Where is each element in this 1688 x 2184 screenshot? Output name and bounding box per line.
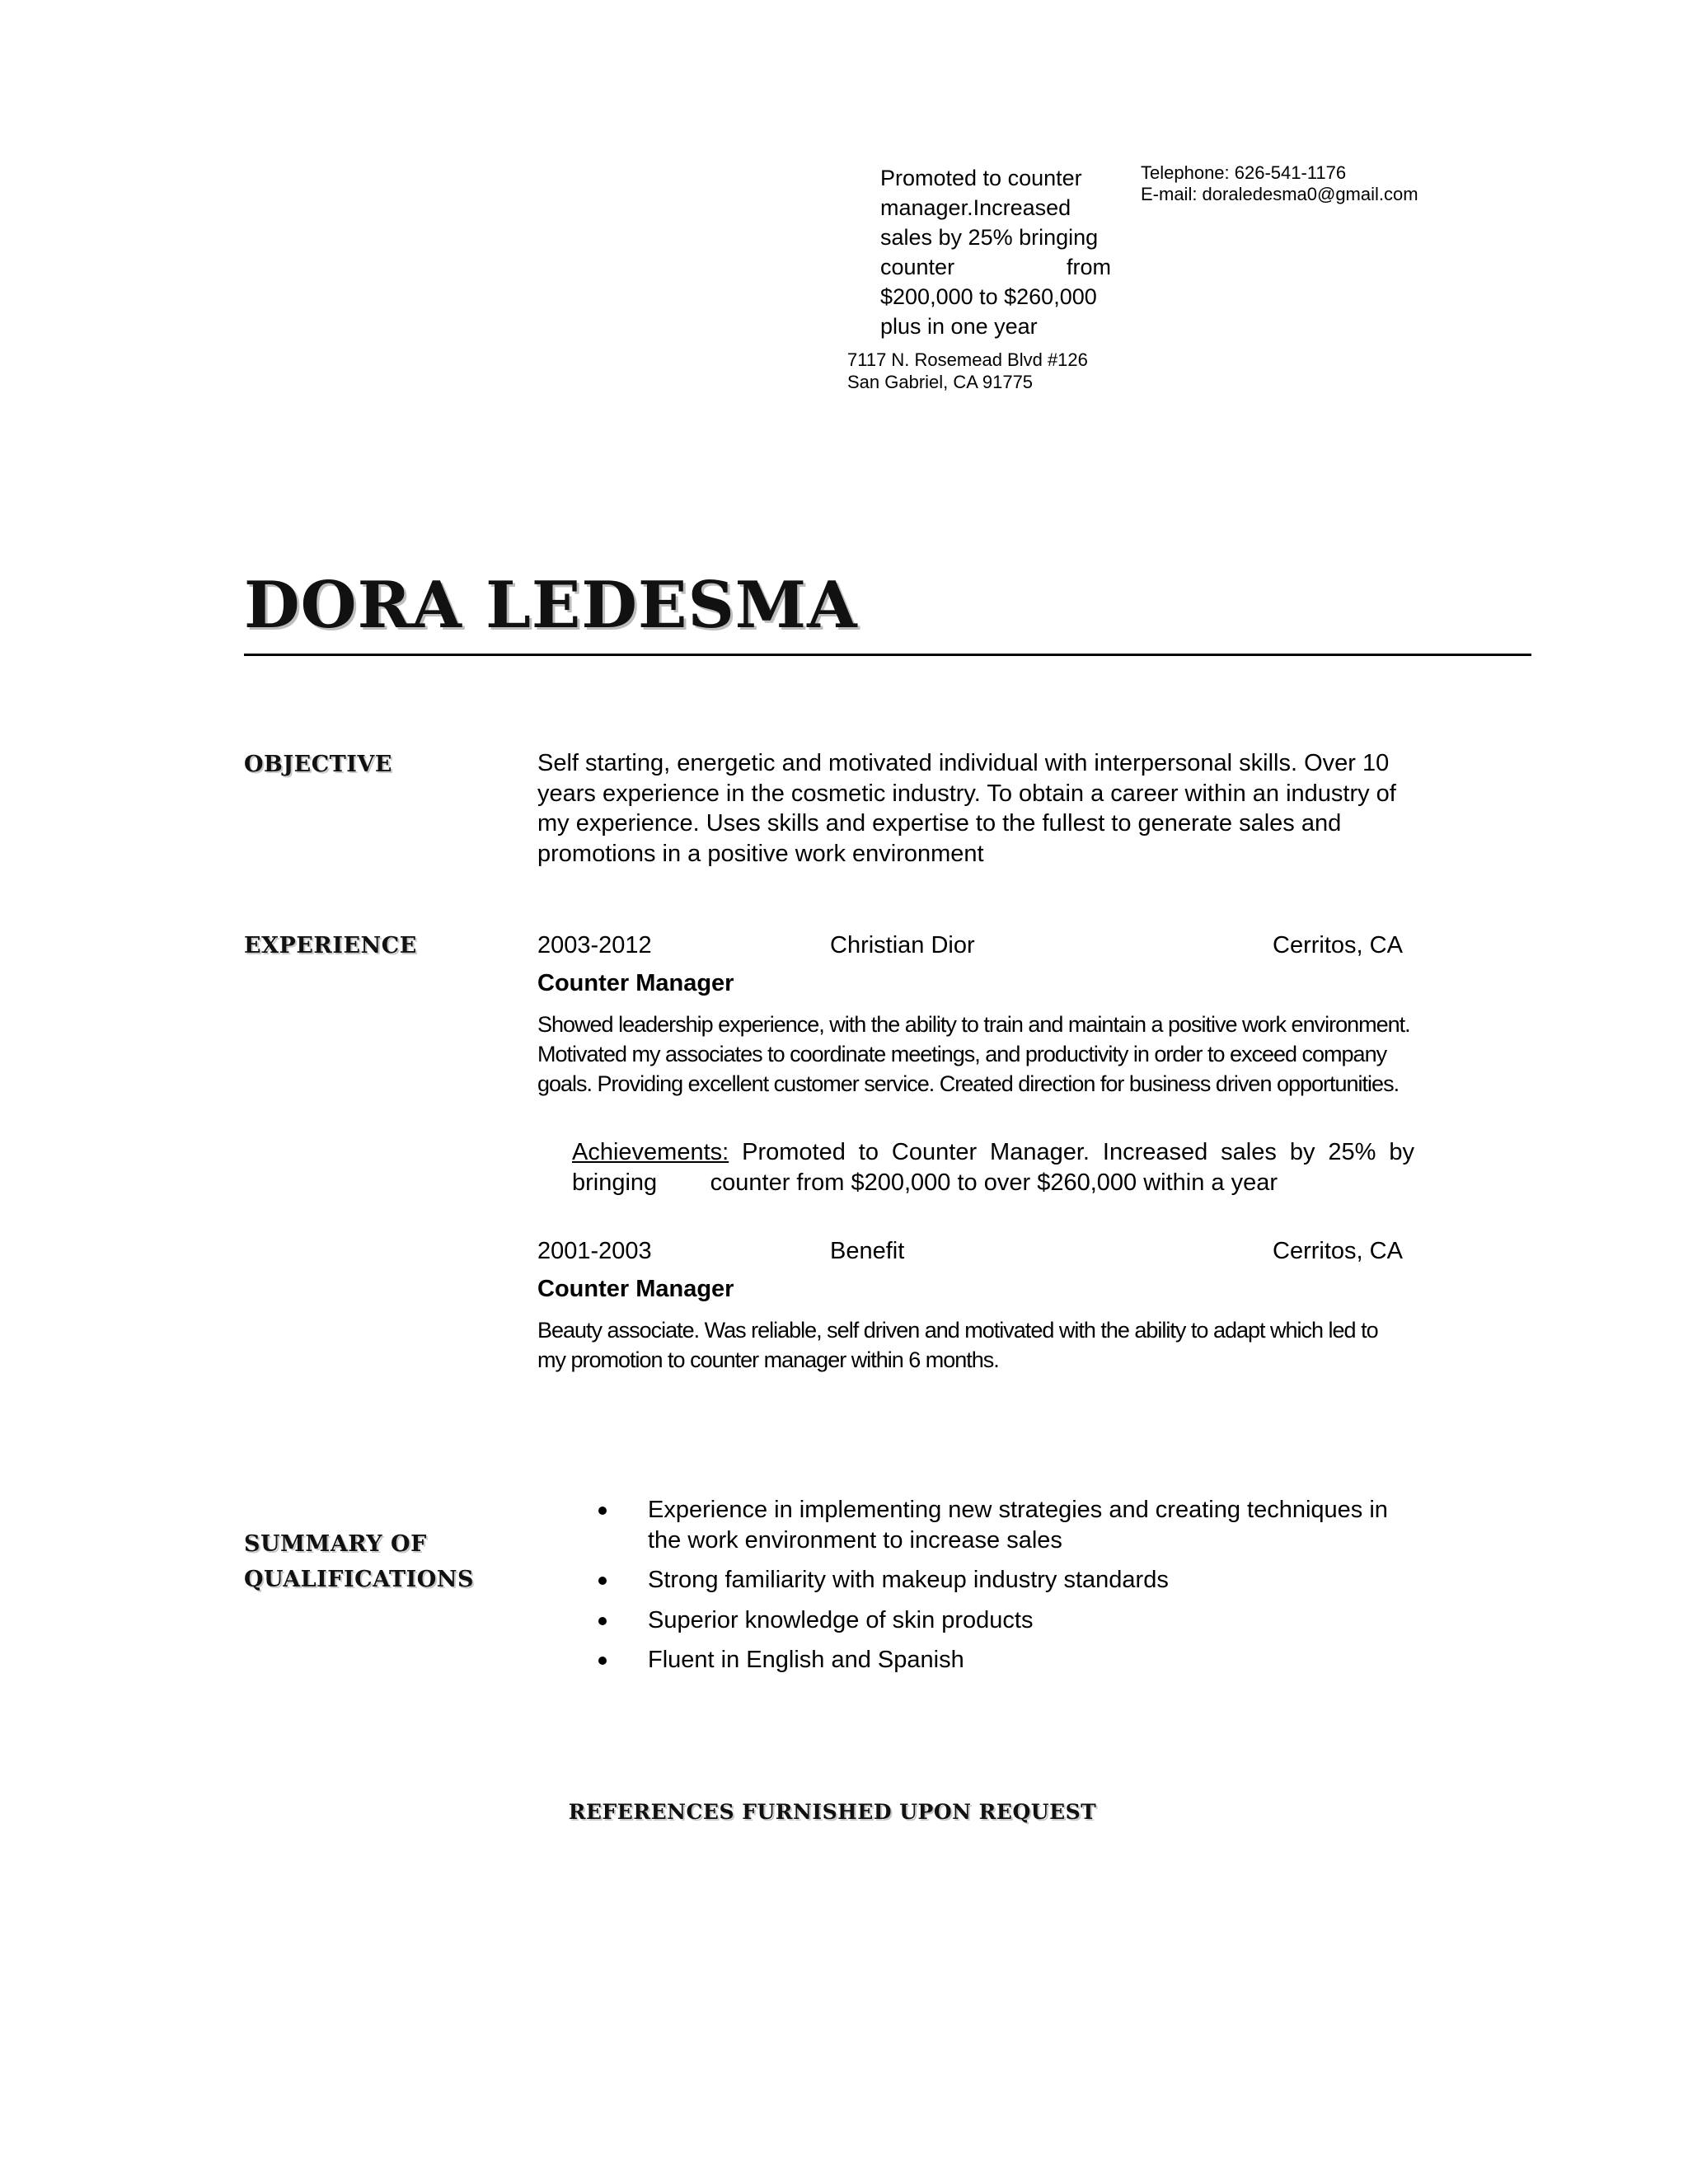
job-years: 2001-2003 bbox=[537, 1238, 652, 1264]
email[interactable]: E-mail: doraledesma0@gmail.com bbox=[1141, 184, 1418, 204]
qualifications-list bbox=[590, 1495, 1414, 1685]
bullet-icon bbox=[598, 1617, 607, 1625]
job-years: 2003-2012 bbox=[537, 932, 652, 958]
summary-heading-line-2: QUALIFICATIONS bbox=[244, 1567, 474, 1592]
list-item bbox=[590, 1565, 1414, 1596]
applicant-name: DORA LEDESMA bbox=[244, 568, 858, 643]
list-item-text: Experience in implementing new strategies and creating techniques in the work environment to increase sales bbox=[648, 1497, 1388, 1554]
address-line-1: 7117 N. Rosemead Blvd #126 bbox=[847, 349, 1088, 370]
promotion-note-line: sales by 25% bringing bbox=[880, 225, 1099, 250]
bullet-icon bbox=[598, 1577, 607, 1585]
list-item bbox=[590, 1645, 1414, 1675]
address bbox=[847, 349, 1088, 393]
job-description: Showed leadership experience, with the ability to train and maintain a positive work environment. Motivated my associates to coordinate meetings, and productivity in order to exceed company goals. Providing excellent customer service. Created direction for business driven opportunities. bbox=[537, 1012, 1410, 1096]
bullet-icon bbox=[598, 1657, 607, 1665]
list-item bbox=[590, 1495, 1414, 1555]
job-title: Counter Manager bbox=[537, 970, 734, 996]
objective-heading: OBJECTIVE bbox=[244, 752, 392, 777]
promotion-note-line: manager.Increased bbox=[880, 195, 1071, 220]
list-item-text: Superior knowledge of skin products bbox=[648, 1606, 1034, 1633]
summary-heading bbox=[244, 1526, 474, 1597]
name-divider bbox=[244, 654, 1531, 656]
job-company: Benefit bbox=[830, 1238, 905, 1264]
job-achievements bbox=[572, 1137, 1422, 1197]
job-location: Cerritos, CA bbox=[1273, 932, 1403, 958]
contact-info bbox=[1141, 162, 1418, 205]
achievements-text: Promoted to Counter Manager. Increased sales by 25% by bringing counter from $200,000 to over $260,000 within a year bbox=[572, 1139, 1422, 1196]
summary-heading-line-1: SUMMARY OF bbox=[244, 1531, 427, 1557]
telephone: Telephone: 626-541-1176 bbox=[1141, 162, 1347, 183]
promotion-note-line: $200,000 to $260,000 bbox=[880, 284, 1097, 309]
promotion-note-word: counter bbox=[880, 255, 955, 279]
list-item-text: Strong familiarity with makeup industry standards bbox=[648, 1567, 1169, 1593]
achievements-label: Achievements: bbox=[572, 1139, 729, 1165]
promotion-note-line: Promoted to counter bbox=[880, 166, 1082, 190]
job-location: Cerritos, CA bbox=[1273, 1238, 1403, 1264]
references-note: REFERENCES FURNISHED UPON REQUEST bbox=[568, 1800, 1097, 1824]
promotion-note-line bbox=[880, 252, 1111, 282]
promotion-note bbox=[880, 163, 1111, 341]
list-item-text: Fluent in English and Spanish bbox=[648, 1647, 964, 1673]
job-company: Christian Dior bbox=[830, 932, 975, 958]
objective-text: Self starting, energetic and motivated individual with interpersonal skills. Over 10 years experience in the cosmetic industry. To obtain a career within an industry of my experience. Uses skills and expertise to the fullest to generate sales and promotions in a positive work environment bbox=[537, 750, 1396, 867]
promotion-note-word: from bbox=[1067, 255, 1111, 279]
job-title: Counter Manager bbox=[537, 1276, 734, 1302]
experience-heading: EXPERIENCE bbox=[244, 933, 417, 958]
list-item bbox=[590, 1605, 1414, 1636]
address-line-2: San Gabriel, CA 91775 bbox=[847, 372, 1034, 392]
promotion-note-line: plus in one year bbox=[880, 314, 1038, 339]
job-description: Beauty associate. Was reliable, self driven and motivated with the ability to adapt which led to my promotion to counter manager within 6 months. bbox=[537, 1318, 1378, 1372]
bullet-icon bbox=[598, 1507, 607, 1515]
